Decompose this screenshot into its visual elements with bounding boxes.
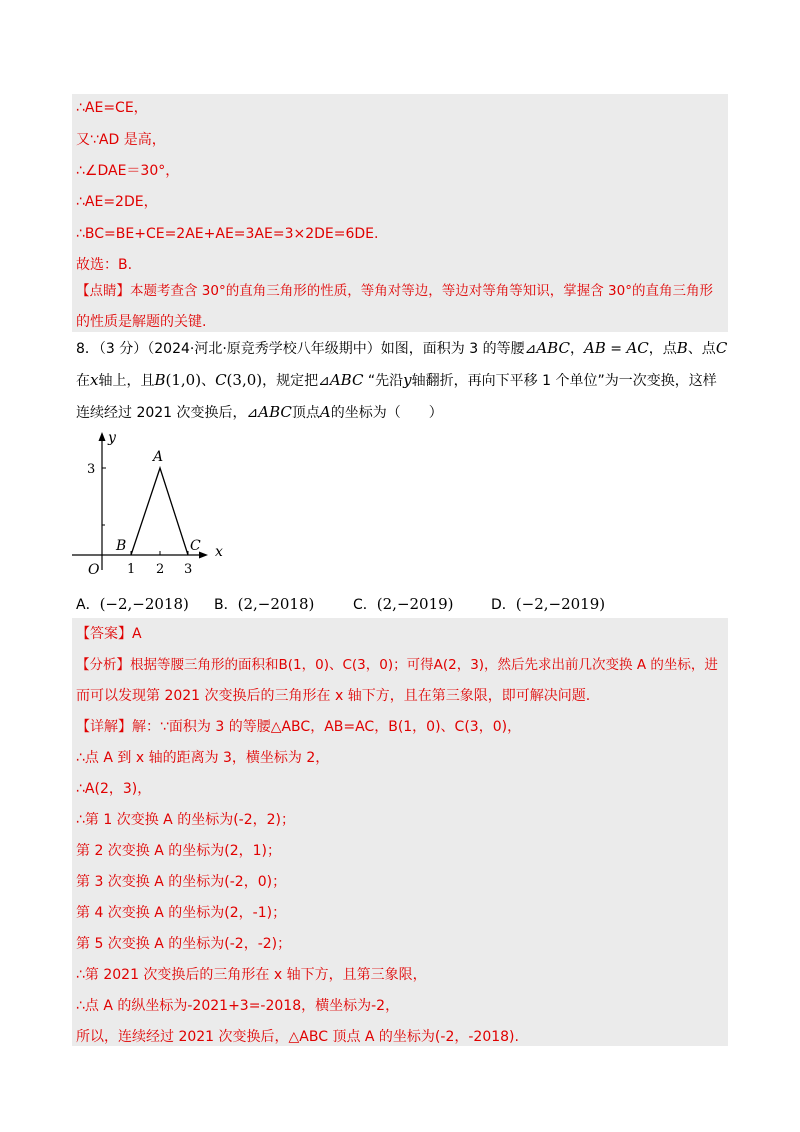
- detail-line: 所以，连续经过 2021 次变换后，△ABC 顶点 A 的坐标为(-2，-2018).: [76, 1029, 519, 1045]
- y-axis-label: y: [108, 430, 116, 446]
- detail-line: 【详解】解：∵面积为 3 的等腰△ABC，AB=AC，B(1，0)、C(3，0)，: [76, 719, 522, 735]
- x-tick-label: 1: [127, 562, 136, 577]
- answer-line: 【答案】A: [76, 626, 142, 642]
- detail-line: ∴点 A 的纵坐标为-2021+3=-2018，横坐标为-2，: [76, 998, 400, 1014]
- solution-remark: 【点睛】本题考查含 30°的直角三角形的性质，等角对等边，等边对等角等知识，掌握含 30°的直角三角形: [76, 283, 713, 299]
- origin-label: O: [88, 562, 100, 578]
- detail-line: 第 3 次变换 A 的坐标为(-2，0)；: [76, 874, 287, 890]
- analysis-line-cont: 而可以发现第 2021 次变换后的三角形在 x 轴下方，且在第三象限，即可解决问题.: [76, 688, 591, 704]
- question-line-2: 在x轴上，且B(1,0)、C(3,0)，规定把⊿ABC “先沿y轴翻折，再向下平移 1 个单位”为一次变换，这样: [76, 371, 717, 389]
- solution-line: ∴AE=2DE，: [76, 194, 158, 210]
- solution-remark-cont: 的性质是解题的关键.: [76, 314, 207, 330]
- x-tick-label: 3: [184, 562, 193, 577]
- analysis-line: 【分析】根据等腰三角形的面积和B(1，0)、C(3，0)；可得A(2，3)，然后先求出前几次变换 A 的坐标，进: [76, 657, 718, 673]
- option-d[interactable]: D．(−2,−2019): [491, 595, 606, 613]
- question-line-1: 8．（3 分）（2024·河北·原竞秀学校八年级期中）如图，面积为 3 的等腰⊿ABC，AB = AC，点B、点C: [76, 339, 728, 357]
- detail-line: ∴A(2，3)，: [76, 781, 152, 797]
- detail-line: ∴第 2021 次变换后的三角形在 x 轴下方，且第三象限，: [76, 967, 427, 983]
- option-c[interactable]: C．(2,−2019): [353, 595, 454, 613]
- vertex-b-label: B: [116, 538, 127, 554]
- vertex-a-label: A: [153, 449, 164, 465]
- x-tick-label: 2: [156, 562, 165, 577]
- solution-line: 又∵AD 是高，: [76, 132, 166, 148]
- detail-line: 第 5 次变换 A 的坐标为(-2，-2)；: [76, 936, 292, 952]
- detail-line: ∴点 A 到 x 轴的距离为 3，横坐标为 2，: [76, 750, 330, 766]
- y-tick-label: 3: [87, 462, 96, 477]
- option-a[interactable]: A．(−2,−2018): [76, 595, 189, 613]
- solution-line: ∴∠DAE＝30°，: [76, 163, 180, 179]
- coordinate-figure: [60, 428, 240, 580]
- question-line-3: 连续经过 2021 次变换后，⊿ABC顶点A的坐标为（ ）: [76, 403, 443, 421]
- solution-line: 故选：B.: [76, 257, 133, 273]
- x-axis-label: x: [215, 544, 223, 560]
- detail-line: 第 4 次变换 A 的坐标为(2，-1)；: [76, 905, 287, 921]
- detail-line: ∴第 1 次变换 A 的坐标为(-2，2)；: [76, 812, 295, 828]
- solution-line: ∴BC=BE+CE=2AE+AE=3AE=3×2DE=6DE.: [76, 226, 379, 242]
- option-b[interactable]: B．(2,−2018): [214, 595, 315, 613]
- solution-line: ∴AE=CE，: [76, 100, 148, 116]
- detail-line: 第 2 次变换 A 的坐标为(2，1)；: [76, 843, 282, 859]
- vertex-c-label: C: [190, 538, 201, 554]
